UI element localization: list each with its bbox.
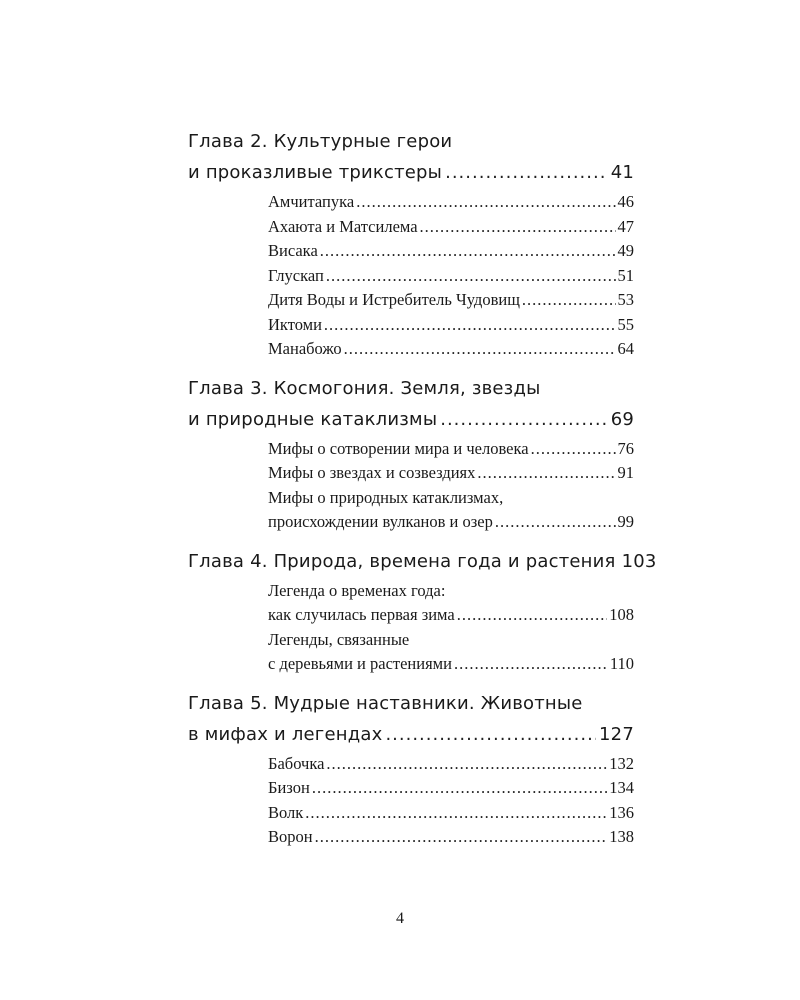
section-page-number: 91 — [617, 463, 634, 482]
dot-leader — [445, 157, 608, 188]
section-entry-line1[interactable] — [268, 579, 634, 604]
dot-leader — [522, 288, 616, 313]
section-entry[interactable] — [268, 461, 634, 486]
section-title: Ворон — [268, 827, 313, 846]
section-title: Амчитапука — [268, 192, 355, 211]
section-entry[interactable] — [268, 313, 634, 338]
section-entry-line2[interactable] — [268, 652, 634, 677]
dot-leader — [454, 652, 608, 677]
section-page-number: 51 — [617, 265, 634, 285]
table-of-contents — [188, 126, 657, 850]
section-title: Висака — [268, 241, 318, 260]
section-entry-line2[interactable] — [268, 510, 634, 535]
section-page-number: 55 — [617, 314, 634, 334]
section-page-number: 108 — [609, 605, 634, 624]
dot-leader — [326, 752, 607, 777]
section-page-number: 138 — [609, 827, 634, 846]
section-title: Бабочка — [268, 753, 325, 773]
dot-leader — [440, 404, 607, 435]
section-entry[interactable] — [268, 437, 634, 462]
dot-leader — [305, 801, 607, 826]
section-title-line1: Мифы о природных катаклизмах, — [268, 487, 504, 507]
dot-leader — [326, 264, 616, 289]
section-entry[interactable] — [268, 752, 634, 777]
chapter-title-entry[interactable] — [188, 719, 634, 750]
section-entry-line1[interactable] — [268, 628, 634, 653]
section-title: Глускап — [268, 265, 324, 285]
section-title: Ахаюта и Матсилема — [268, 216, 418, 236]
section-title: Манабожо — [268, 339, 342, 358]
dot-leader — [531, 437, 616, 462]
section-page-number: 76 — [617, 438, 634, 458]
section-title: Бизон — [268, 778, 310, 797]
chapter-title-entry[interactable] — [188, 404, 634, 435]
dot-leader — [324, 313, 616, 338]
section-entry[interactable] — [268, 337, 634, 362]
section-title: Волк — [268, 802, 304, 822]
chapter-4 — [188, 546, 657, 677]
section-entry[interactable] — [268, 264, 634, 289]
section-title: Мифы о звездах и созвездиях — [268, 463, 476, 482]
dot-leader — [457, 603, 608, 628]
section-title: Дитя Воды и Истребитель Чудовищ — [268, 290, 520, 309]
chapter-3 — [188, 373, 634, 535]
chapter-title-line1: Глава 2. Культурные герои — [188, 131, 453, 152]
section-entry[interactable] — [268, 776, 634, 801]
dot-leader — [356, 190, 615, 215]
section-page-number: 53 — [617, 290, 634, 309]
section-entry[interactable] — [268, 825, 634, 850]
chapter-title-line1: Глава 4. Природа, времена года и растения — [188, 550, 616, 572]
chapter-title-line2: и природные катаклизмы — [188, 408, 438, 430]
section-page-number: 64 — [617, 339, 634, 358]
chapter-title-entry[interactable] — [188, 546, 657, 577]
chapter-title — [188, 126, 634, 157]
section-title-line1: Легенда о временах года: — [268, 580, 446, 600]
dot-leader — [315, 825, 608, 850]
chapter-page-number: 41 — [610, 162, 634, 183]
section-title-line2: происхождении вулканов и озер — [268, 512, 493, 531]
dot-leader — [495, 510, 616, 535]
chapter-page-number: 127 — [599, 723, 634, 745]
section-entry[interactable] — [268, 801, 634, 826]
section-page-number: 136 — [609, 802, 634, 822]
section-title: Иктоми — [268, 314, 322, 334]
section-title-line1: Легенды, связанные — [268, 629, 410, 649]
section-entry-line1[interactable] — [268, 486, 634, 511]
section-page-number: 110 — [609, 654, 634, 673]
chapter-title — [188, 688, 634, 719]
dot-leader — [312, 776, 607, 801]
chapter-title-entry[interactable] — [188, 157, 634, 188]
dot-leader — [344, 337, 616, 362]
chapter-title-line2: и проказливые трикстеры — [188, 162, 443, 183]
page-number: 4 — [396, 910, 404, 927]
section-page-number: 99 — [617, 512, 634, 531]
section-title-line2: как случилась первая зима — [268, 605, 455, 624]
chapter-page-number: 69 — [610, 408, 634, 430]
section-title: Мифы о сотворении мира и человека — [268, 438, 529, 458]
section-entry[interactable] — [268, 239, 634, 264]
section-page-number: 134 — [609, 778, 634, 797]
section-title-line2: с деревьями и растениями — [268, 654, 452, 673]
section-page-number: 47 — [617, 216, 634, 236]
section-entry[interactable] — [268, 215, 634, 240]
dot-leader — [420, 215, 616, 240]
dot-leader — [385, 719, 596, 750]
chapter-title-line1: Глава 5. Мудрые наставники. Животные — [188, 692, 583, 714]
chapter-title-line1: Глава 3. Космогония. Земля, звезды — [188, 377, 541, 399]
chapter-2 — [188, 126, 634, 362]
chapter-title-line2: в мифах и легендах — [188, 723, 383, 745]
chapter-page-number: 103 — [621, 550, 657, 572]
chapter-5 — [188, 688, 634, 850]
section-entry[interactable] — [268, 190, 634, 215]
section-page-number: 46 — [617, 192, 634, 211]
dot-leader — [477, 461, 615, 486]
dot-leader — [320, 239, 616, 264]
section-page-number: 49 — [617, 241, 634, 260]
section-entry[interactable] — [268, 288, 634, 313]
section-entry-line2[interactable] — [268, 603, 634, 628]
section-page-number: 132 — [609, 753, 634, 773]
chapter-title — [188, 373, 634, 404]
